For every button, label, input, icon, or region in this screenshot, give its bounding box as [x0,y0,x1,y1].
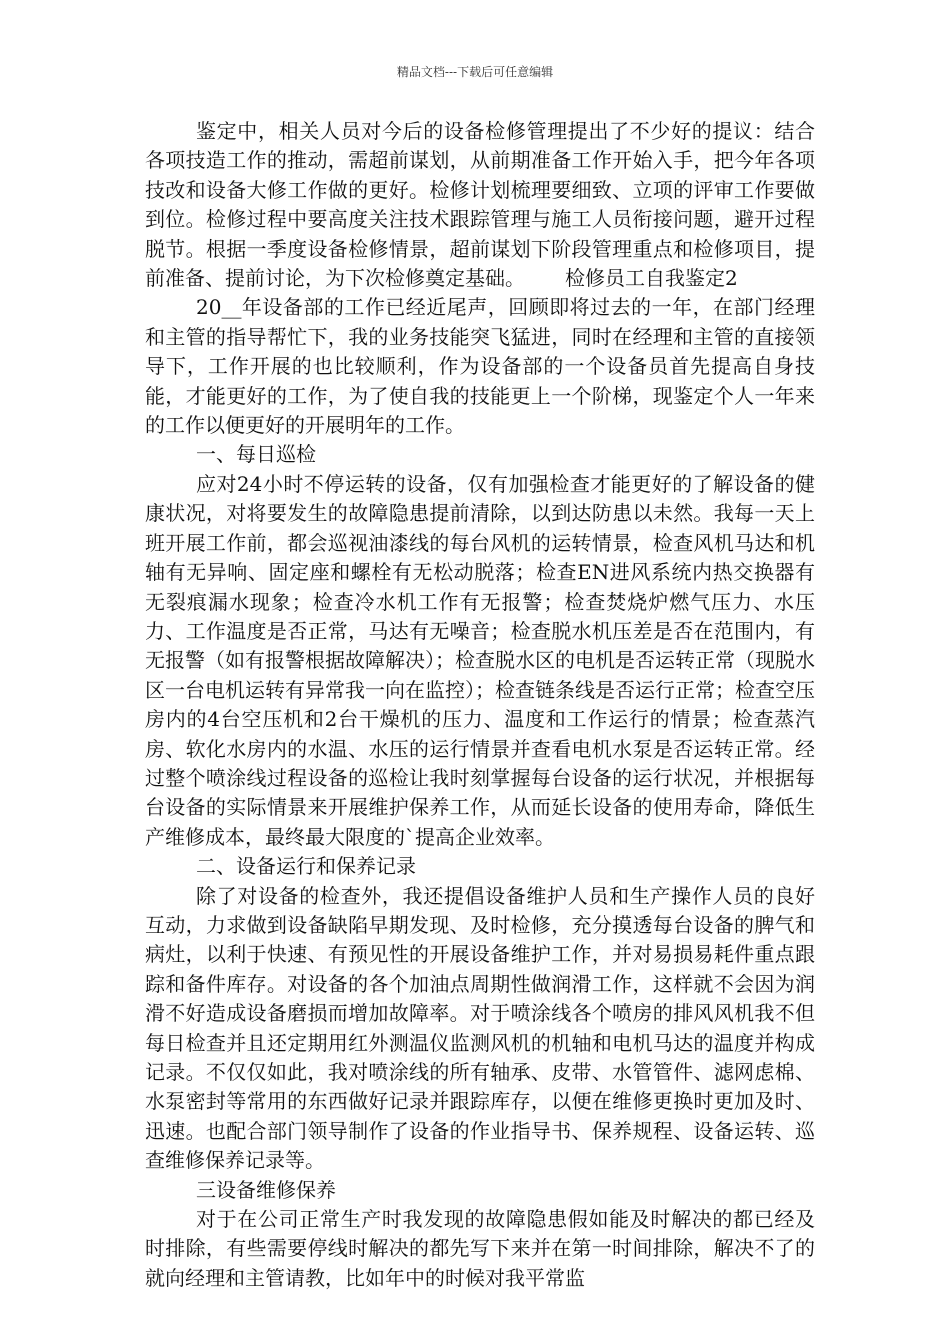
paragraph-5: 对于在公司正常生产时我发现的故障隐患假如能及时解决的都已经及时排除，有些需要停线时解决的都先写下来并在第一时间排除，解决不了的就向经理和主管请教，比如年中的时候对我平常监 [145,1207,815,1290]
heading-operation-records: 二、设备运行和保养记录 [196,854,416,879]
document-body [145,117,815,1293]
paragraph-2: 20__年设备部的工作已经近尾声，回顾即将过去的一年，在部门经理和主管的指导帮忙下，我的业务技能突飞猛进，同时在经理和主管的直接领导下，工作开展的也比较顺利，作为设备部的一个设备员首先提高自身技能，才能更好的工作，为了使自我的技能更上一个阶梯，现鉴定个人一年来的工作以便更好的开展明年的工作。 [145,295,815,438]
page-header: 精品文档---下载后可任意编辑 [396,65,554,79]
heading-maintenance: 三设备维修保养 [196,1177,336,1202]
paragraph-1 [145,117,815,293]
paragraph-3: 应对24小时不停运转的设备，仅有加强检查才能更好的了解设备的健康状况，对将要发生的故障隐患提前清除，以到达防患以未然。我每一天上班开展工作前，都会巡视油漆线的每台风机的运转情景，检查风机马达和机轴有无异响、固定座和螺栓有无松动脱落；检查EN进风系统内热交换器有无裂痕漏水现象；检查冷水机工作有无报警；检查焚烧炉燃气压力、水压力、工作温度是否正常，马达有无噪音；检查脱水机压差是否在范围内，有无报警（如有报警根据故障解决）；检查脱水区的电机是否运转正常（现脱水区一台电机运转有异常我一向在监控）；检查链条线是否运行正常；检查空压房内的4台空压机和2台干燥机的压力、温度和工作运行的情景；检查蒸汽房、软化水房内的水温、水压的运行情景并查看电机水泵是否运转正常。经过整个喷涂线过程设备的巡检让我时刻掌握每台设备的运行状况，并根据每台设备的实际情景来开展维护保养工作，从而延长设备的使用寿命，降低生产维修成本，最终最大限度的`提高企业效率。 [145,471,815,849]
section-title-appraisal-2: 检修员工自我鉴定2 [565,266,738,291]
heading-daily-inspection: 一、每日巡检 [196,442,316,467]
paragraph-1-text: 鉴定中，相关人员对今后的设备检修管理提出了不少好的提议：结合各项技造工作的推动，需超前谋划，从前期准备工作开始入手，把今年各项技改和设备大修工作做的更好。检修计划梳理要细致、立项的评审工作要做到位。检修过程中要高度关注技术跟踪管理与施工人员衔接问题，避开过程脱节。根据一季度设备检修情景，超前谋划下阶段管理重点和检修项目，提前准备、提前讨论，为下次检修奠定基础。 [145,119,815,291]
paragraph-4: 除了对设备的检查外，我还提倡设备维护人员和生产操作人员的良好互动，力求做到设备缺陷早期发现、及时检修，充分摸透每台设备的脾气和病灶，以利于快速、有预见性的开展设备维护工作，并对易损易耗件重点跟踪和备件库存。对设备的各个加油点周期性做润滑工作，这样就不会因为润滑不好造成设备磨损而增加故障率。对于喷涂线各个喷房的排风风机我不但每日检查并且还定期用红外测温仪监测风机的机轴和电机马达的温度并构成记录。不仅仅如此，我对喷涂线的所有轴承、皮带、水管管件、滤网虑棉、水泵密封等常用的东西做好记录并跟踪库存，以便在维修更换时更加及时、迅速。也配合部门领导制作了设备的作业指导书、保养规程、设备运转、巡查维修保养记录等。 [145,883,815,1173]
